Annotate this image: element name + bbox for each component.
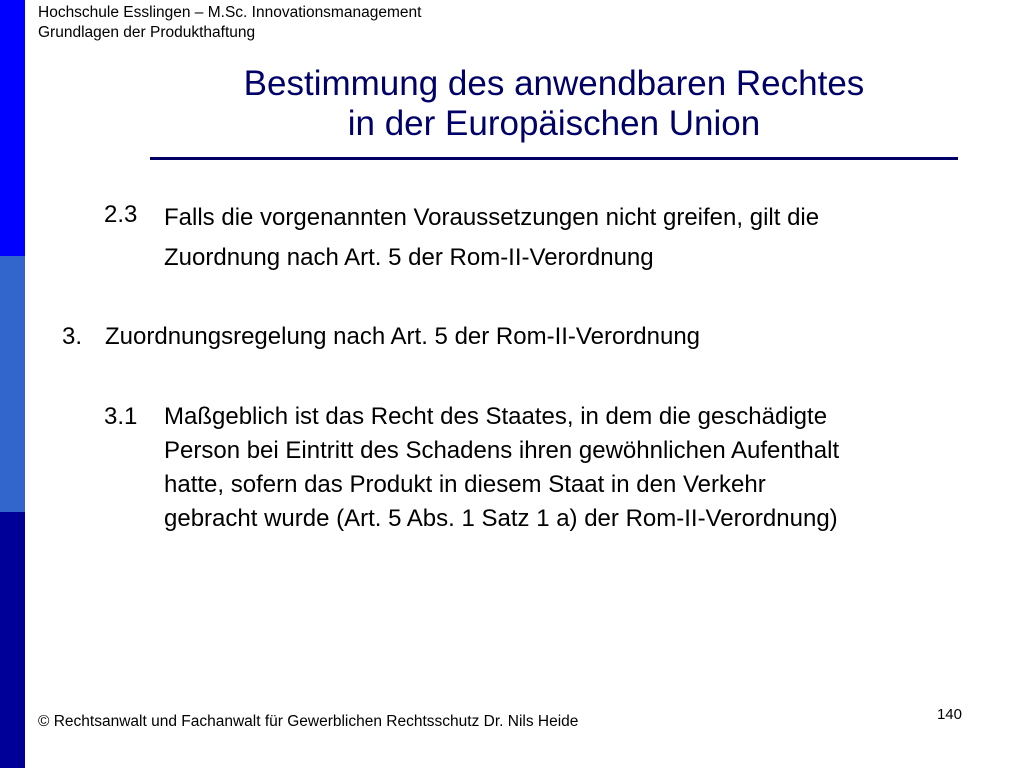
list-item-number: 3. (62, 323, 83, 350)
header-course: Grundlagen der Produkthaftung (38, 24, 256, 41)
left-accent-bar-top (0, 0, 25, 256)
list-item-number: 2.3 (104, 201, 138, 228)
list-item-line: Zuordnungsregelung nach Art. 5 der Rom-II-Verordnung (105, 323, 701, 350)
list-item-line: hatte, sofern das Produkt in diesem Staat in den Verkehr (164, 471, 766, 498)
list-item-text (105, 320, 700, 354)
header-institution: Hochschule Esslingen – M.Sc. Innovationsmanagement (38, 4, 422, 21)
list-item-line: Person bei Eintritt des Schadens ihren gewöhnlichen Aufenthalt (164, 437, 840, 464)
list-item-line: Maßgeblich ist das Recht des Staates, in dem die geschädigte (164, 403, 828, 430)
title-line-2: in der Europäischen Union (347, 104, 761, 143)
page-number: 140 (936, 706, 962, 723)
list-item-line: gebracht wurde (Art. 5 Abs. 1 Satz 1 a) der Rom-II-Verordnung) (164, 505, 838, 532)
footer-copyright: © Rechtsanwalt und Fachanwalt für Gewerblichen Rechtsschutz Dr. Nils Heide (38, 713, 579, 730)
title-underline (150, 157, 958, 160)
list-item-number: 3.1 (104, 403, 138, 430)
list-item-3-1 (104, 400, 1004, 540)
slide-header (38, 3, 421, 43)
slide-title (150, 64, 958, 144)
left-accent-bar-middle (0, 256, 25, 512)
list-item-line: Falls die vorgenannten Voraussetzungen nicht greifen, gilt die (164, 204, 820, 231)
list-item-text (164, 198, 819, 278)
list-item-line: Zuordnung nach Art. 5 der Rom-II-Verordnung (164, 244, 654, 271)
list-item-3 (62, 320, 962, 354)
title-line-1: Bestimmung des anwendbaren Rechtes (243, 64, 865, 103)
list-item-2-3 (104, 198, 984, 278)
list-item-text (164, 400, 839, 536)
left-accent-bar-bottom (0, 512, 25, 768)
